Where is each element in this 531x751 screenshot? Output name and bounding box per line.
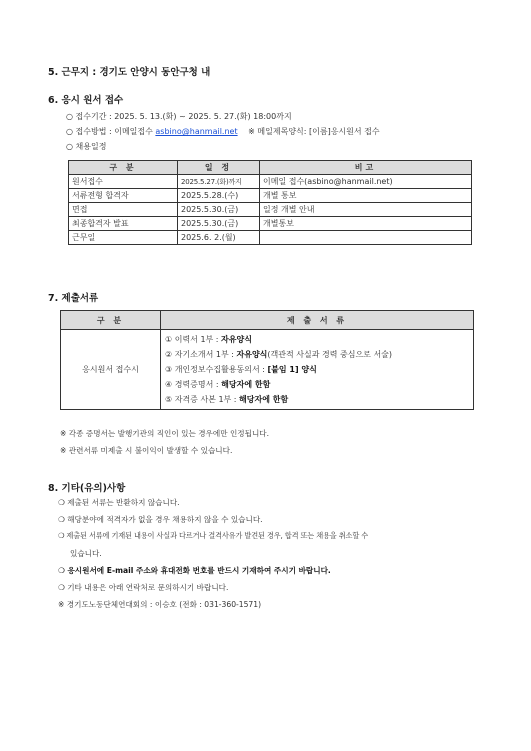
schedule-label: ○ 채용일정 <box>66 142 107 151</box>
notice-item: ❍ 제출된 서류에 기재된 내용이 사실과 다르거나 결격사유가 발견된 경우, 합격 또는 채용을 취소할 수 <box>58 531 369 540</box>
schedule-header-row <box>69 161 472 175</box>
document-item-label: ③ 개인정보수집활용동의서 : <box>165 365 268 374</box>
notice-item: ❍ 해당분야에 적격자가 없을 경우 채용하지 않을 수 있습니다. <box>58 515 263 524</box>
document-item-note: (객관적 사실과 경력 중심으로 서술) <box>267 350 393 359</box>
section-7-title: 7. 제출서류 <box>48 293 99 304</box>
schedule-cell: 2025.5.30.(금) <box>178 217 260 231</box>
documents-header-category: 구 분 <box>61 311 161 330</box>
subject-format-note: ※ 메일제목양식: [이름]응시원서 접수 <box>248 127 380 136</box>
documents-header-items: 제 출 서 류 <box>161 311 474 330</box>
table-row <box>69 175 472 189</box>
schedule-cell: 이메일 접수(asbino@hanmail.net) <box>260 175 472 189</box>
application-method <box>66 126 380 137</box>
section-5-title: 5. 근무지 : 경기도 안양시 동안구청 내 <box>48 67 211 78</box>
notice-item-continued: 있습니다. <box>70 549 102 558</box>
table-row <box>69 203 472 217</box>
schedule-cell: 일정 개별 안내 <box>260 203 472 217</box>
document-item-label: ① 이력서 1부 : <box>165 335 222 344</box>
document-item <box>165 392 469 407</box>
schedule-cell: 근무일 <box>69 231 178 245</box>
schedule-header-date: 일 정 <box>178 161 260 175</box>
document-item-label: ② 자기소개서 1부 : <box>165 350 237 359</box>
certificate-note: ※ 각종 증명서는 발행기관의 직인이 있는 경우에만 인정됩니다. <box>60 429 270 438</box>
schedule-header-category: 구 분 <box>69 161 178 175</box>
notice-item: ❍ 제출된 서류는 반환하지 않습니다. <box>58 498 180 507</box>
table-row <box>61 330 474 410</box>
document-item-label: ⑤ 자격증 사본 1부 : <box>165 395 240 404</box>
documents-table <box>60 310 474 410</box>
schedule-cell: 최종합격자 발표 <box>69 217 178 231</box>
schedule-cell: 2025.5.28.(수) <box>178 189 260 203</box>
document-item <box>165 332 469 347</box>
schedule-cell: 2025.6. 2.(월) <box>178 231 260 245</box>
section-8-title: 8. 기타(유의)사항 <box>48 483 126 494</box>
schedule-cell: 2025.5.27.(화)까지 <box>178 175 260 189</box>
schedule-cell: 면접 <box>69 203 178 217</box>
table-row <box>69 217 472 231</box>
email-link[interactable]: asbino@hanmail.net <box>155 127 238 136</box>
documents-list <box>161 330 474 410</box>
document-item <box>165 347 469 362</box>
table-row <box>69 231 472 245</box>
document-item-label: ④ 경력증명서 : <box>165 380 222 389</box>
notice-item-important: ❍ 응시원서에 E-mail 주소와 휴대전화 번호를 반드시 기재하여 주시기 바랍니다. <box>58 566 331 575</box>
document-item <box>165 377 469 392</box>
notice-item: ❍ 기타 내용은 아래 연락처로 문의하시기 바랍니다. <box>58 583 229 592</box>
application-period: ○ 접수기간 : 2025. 5. 13.(화) ~ 2025. 5. 27.(화) 18:00까지 <box>66 112 292 121</box>
documents-header-row <box>61 311 474 330</box>
schedule-header-note: 비고 <box>260 161 472 175</box>
document-item-format: [붙임 1] 양식 <box>267 365 317 374</box>
table-row <box>69 189 472 203</box>
document-item-format: 자유양식 <box>236 350 268 359</box>
schedule-cell: 원서접수 <box>69 175 178 189</box>
schedule-cell: 2025.5.30.(금) <box>178 203 260 217</box>
missing-documents-note: ※ 관련서류 미제출 시 불이익이 발생할 수 있습니다. <box>60 446 233 455</box>
schedule-cell: 개별 통보 <box>260 189 472 203</box>
section-6-title: 6. 응시 원서 접수 <box>48 95 124 106</box>
schedule-cell: 서류전형 합격자 <box>69 189 178 203</box>
schedule-table <box>68 160 472 245</box>
contact-info: ※ 경기도노동단체연대회의 : 이승호 (전화 : 031-360-1571) <box>58 600 262 609</box>
document-item-format: 해당자에 한함 <box>239 395 289 404</box>
document-item <box>165 362 469 377</box>
schedule-cell: 개별통보 <box>260 217 472 231</box>
method-label: ○ 접수방법 : 이메일접수 <box>66 127 153 136</box>
document-item-format: 자유양식 <box>221 335 252 344</box>
schedule-cell <box>260 231 472 245</box>
document-item-format: 해당자에 한함 <box>221 380 271 389</box>
documents-category: 응시원서 접수시 <box>61 330 161 410</box>
